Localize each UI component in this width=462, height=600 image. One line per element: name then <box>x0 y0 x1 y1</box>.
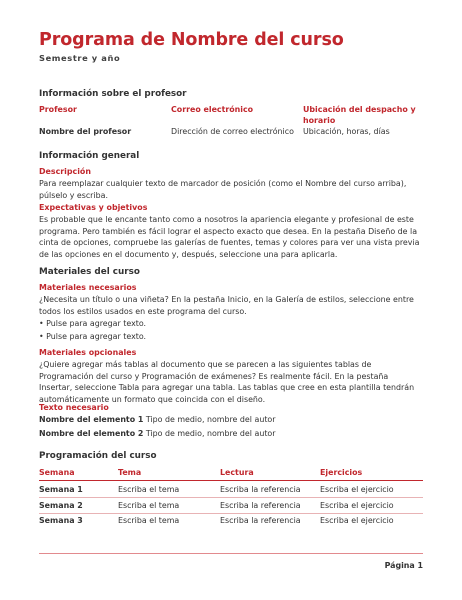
list-item-text[interactable]: Pulse para agregar texto. <box>46 332 147 341</box>
description-text[interactable]: Para reemplazar cualquier texto de marcador de posición (como el Nombre del curso arriba), púlselo y escriba. <box>39 179 407 200</box>
item-name: Nombre del elemento 1 <box>39 415 144 424</box>
professor-office-cell[interactable]: Ubicación, horas, días <box>303 127 390 136</box>
page-title[interactable]: Programa de Nombre del curso <box>39 30 344 50</box>
optional-materials-text[interactable]: ¿Quiere agregar más tablas al documento que se parecen a las siguientes tablas de Programación del curso y Programación de exámenes? Es realmente fácil. En la pestaña Insertar, seleccione Tabla para agregar una tabla. Las tablas que cree en esta plantilla tendrán automáticamente un formato que coincida con el diseño. <box>39 360 415 404</box>
schedule-heading[interactable]: Programación del curso <box>39 451 157 461</box>
bullet-icon: • <box>39 332 44 341</box>
footer-rule <box>39 553 423 554</box>
list-item[interactable] <box>39 318 423 330</box>
table-row-week[interactable]: Semana 3 <box>39 516 83 525</box>
materials-heading[interactable]: Materiales del curso <box>39 267 140 277</box>
page-subtitle[interactable]: Semestre y año <box>39 53 121 63</box>
item-value: Tipo de medio, nombre del autor <box>145 415 276 424</box>
table-row-reading[interactable]: Escriba la referencia <box>220 516 301 525</box>
professor-col-office: Ubicación del despacho y horario <box>303 105 416 125</box>
general-heading[interactable]: Información general <box>39 151 140 161</box>
required-materials-text[interactable]: ¿Necesita un título o una viñeta? En la pestaña Inicio, en la Galería de estilos, seleccione entre todos los estilos usados en este programa del curso. <box>39 295 414 316</box>
item-value: Tipo de medio, nombre del autor <box>145 429 276 438</box>
description-heading[interactable]: Descripción <box>39 167 91 176</box>
schedule-col-week: Semana <box>39 468 75 477</box>
schedule-header-rule <box>39 480 423 481</box>
item-name: Nombre del elemento 2 <box>39 429 144 438</box>
table-row-exercise[interactable]: Escriba el ejercicio <box>320 516 394 525</box>
professor-col-email: Correo electrónico <box>171 105 254 114</box>
table-row-reading[interactable]: Escriba la referencia <box>220 501 301 510</box>
table-row-exercise[interactable]: Escriba el ejercicio <box>320 485 394 494</box>
table-row-topic[interactable]: Escriba el tema <box>118 516 180 525</box>
required-text-heading[interactable]: Texto necesario <box>39 403 109 412</box>
list-item-text[interactable]: Pulse para agregar texto. <box>46 319 147 328</box>
schedule-col-exercises: Ejercicios <box>320 468 363 477</box>
table-row-exercise[interactable]: Escriba el ejercicio <box>320 501 394 510</box>
table-row-topic[interactable]: Escriba el tema <box>118 485 180 494</box>
optional-materials-heading[interactable]: Materiales opcionales <box>39 348 137 357</box>
table-row-topic[interactable]: Escriba el tema <box>118 501 180 510</box>
required-text-item[interactable] <box>39 414 423 426</box>
table-row-rule <box>39 497 423 498</box>
bullet-icon: • <box>39 319 44 328</box>
page-number: Página 1 <box>384 561 423 570</box>
professor-name-cell[interactable]: Nombre del profesor <box>39 127 132 136</box>
required-materials-heading[interactable]: Materiales necesarios <box>39 283 137 292</box>
table-row-week[interactable]: Semana 2 <box>39 501 83 510</box>
table-row-rule <box>39 513 423 514</box>
schedule-col-reading: Lectura <box>220 468 254 477</box>
professor-email-cell[interactable]: Dirección de correo electrónico <box>171 127 294 136</box>
professor-heading[interactable]: Información sobre el profesor <box>39 89 187 99</box>
expectations-heading[interactable]: Expectativas y objetivos <box>39 203 148 212</box>
required-text-item[interactable] <box>39 428 423 440</box>
table-row-reading[interactable]: Escriba la referencia <box>220 485 301 494</box>
table-row-week[interactable]: Semana 1 <box>39 485 83 494</box>
professor-col-name: Profesor <box>39 105 77 114</box>
expectations-text[interactable]: Es probable que le encante tanto como a nosotros la apariencia elegante y profesional de este programa. Pero también es fácil lograr el aspecto exacto que desea. En la pestaña Diseño de la cinta de opciones, compruebe las galerías de fuentes, temas y colores para ver una vista previa de las opciones en el documento y, después, seleccione una para aplicarla. <box>39 215 420 259</box>
schedule-col-topic: Tema <box>118 468 142 477</box>
list-item[interactable] <box>39 331 423 343</box>
